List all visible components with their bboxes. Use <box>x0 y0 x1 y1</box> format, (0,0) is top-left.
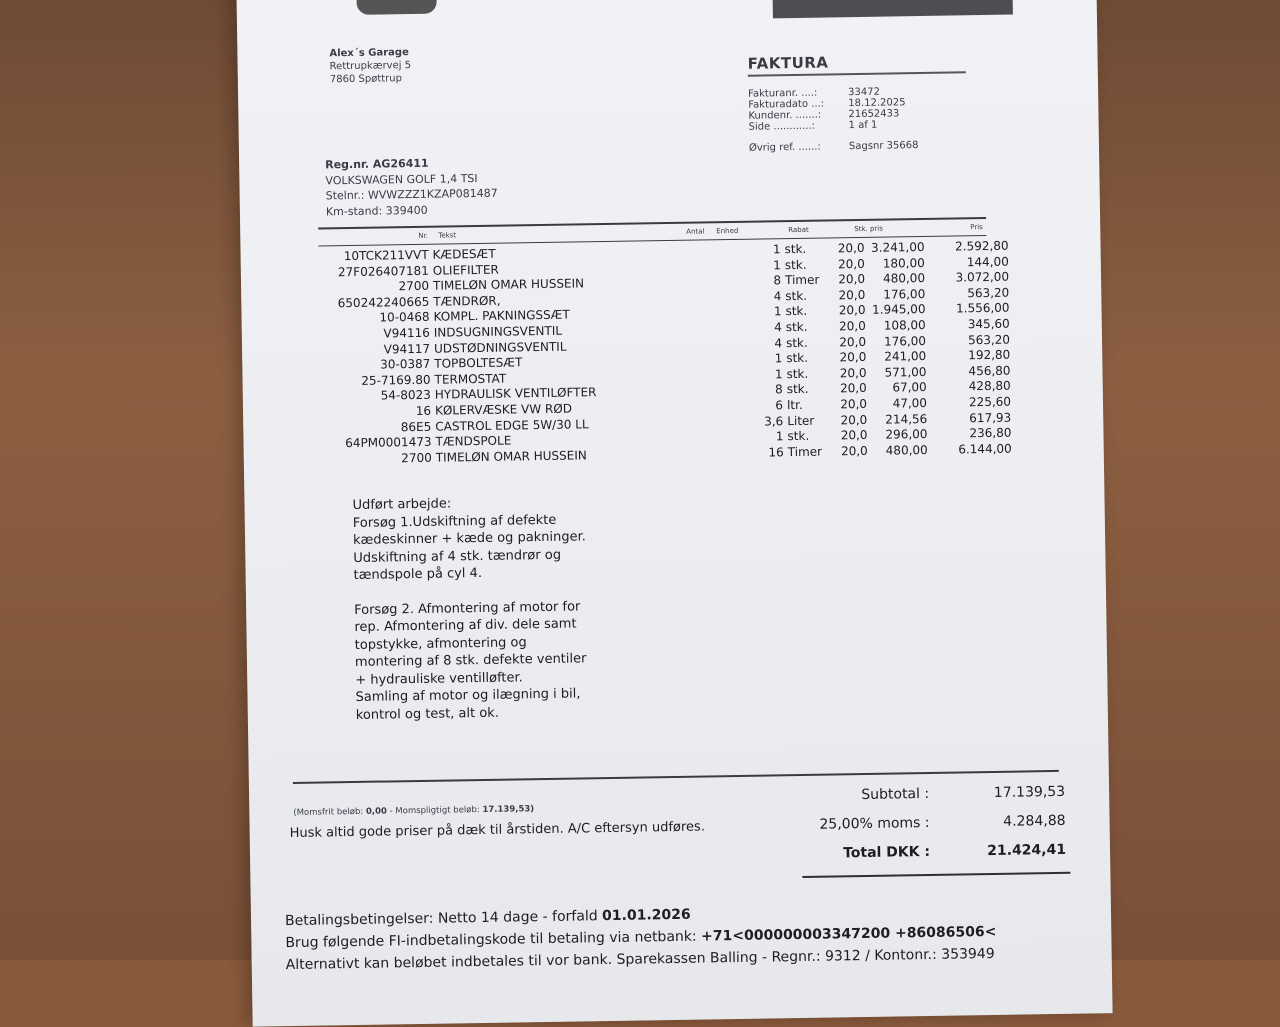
item-quantity: 1 <box>774 366 783 382</box>
subtotal-label: Subtotal : <box>861 785 930 804</box>
item-discount: 20,0 <box>838 303 866 318</box>
item-price: 192,80 <box>968 347 1011 363</box>
page-number: 1 af 1 <box>848 119 878 132</box>
item-price: 428,80 <box>968 378 1011 394</box>
item-text: INDSUGNINGSVENTIL <box>433 323 563 340</box>
item-text: TIMELØN OMAR HUSSEIN <box>435 448 587 465</box>
item-number: 30-0387 <box>380 356 431 372</box>
item-discount: 20,0 <box>839 350 867 365</box>
item-discount: 20,0 <box>837 240 865 256</box>
item-number: 650242240665 <box>337 294 430 310</box>
item-quantity: 8 <box>773 273 782 288</box>
total-row <box>790 842 1070 875</box>
header-bar <box>772 0 1012 18</box>
totals-block <box>789 784 1070 875</box>
item-discount: 20,0 <box>837 256 865 271</box>
meta-row: Fakturanr. ....: 33472 <box>748 86 881 100</box>
item-number: 25-7169.80 <box>361 372 431 388</box>
item-number: 16 <box>415 403 432 418</box>
item-quantity: 6 <box>775 398 784 413</box>
item-unit-price: 571,00 <box>884 364 927 380</box>
item-number: 54-8023 <box>380 388 431 403</box>
work-part-1: Udført arbejde: Forsøg 1.Udskiftning af defekte kædeskinner + kæde og pakninger. Udskiftning af 4 stk. tændrør og tændspole på cyl 4. <box>352 496 586 583</box>
item-unit: stk. <box>787 428 810 444</box>
item-unit-price: 480,00 <box>885 442 928 458</box>
item-discount: 20,0 <box>838 272 866 287</box>
item-price: 563,20 <box>967 332 1011 347</box>
item-price: 1.556,00 <box>955 301 1010 316</box>
terms-line-3: Alternativt kan beløbet indbetales til vor bank. Sparekassen Balling - Regnr.: 9312 / Kontonr.: 353949 <box>285 945 995 974</box>
item-price: 345,60 <box>967 316 1010 332</box>
total-value: 21.424,41 <box>987 841 1067 860</box>
vat-label: 25,00% moms : <box>819 814 930 833</box>
registration-number: Reg.nr. AG26411 <box>325 156 429 172</box>
item-quantity: 1 <box>772 242 781 257</box>
invoice-title: FAKTURA <box>747 53 829 73</box>
item-quantity: 1 <box>773 257 781 272</box>
item-unit-price: 480,00 <box>882 271 926 286</box>
item-text: TOPBOLTESÆT <box>434 355 523 371</box>
meta-row: Kundenr. .......: 21652433 <box>748 108 900 122</box>
subtotal-row <box>789 784 1069 817</box>
terms-line-2: Brug følgende FI-indbetalingskode til betaling via netbank: +71<000000003347200 +86086506< <box>285 923 997 952</box>
item-unit: Liter <box>787 413 815 428</box>
customer-number: 21652433 <box>848 108 900 121</box>
item-unit: stk. <box>786 350 809 366</box>
item-quantity: 4 <box>774 335 783 350</box>
item-number: 2700 <box>398 278 430 294</box>
item-unit-price: 176,00 <box>883 286 926 302</box>
item-unit: stk. <box>784 241 807 257</box>
item-number: 64PM0001473 <box>345 434 432 451</box>
item-text: TERMOSTAT <box>434 371 507 387</box>
company-city: 7860 Spøttrup <box>329 73 403 86</box>
total-label: Total DKK : <box>843 843 931 862</box>
company-name: Alex´s Garage <box>329 47 409 60</box>
header-rabat: Rabat <box>788 225 809 235</box>
payment-code: +71<000000003347200 +86086506< <box>700 923 997 945</box>
item-unit-price: 176,00 <box>883 333 927 349</box>
item-price: 225,60 <box>968 394 1012 410</box>
item-number: 10TCK211VVT <box>343 247 429 264</box>
vat-value: 4.284,88 <box>1003 812 1066 830</box>
item-unit-price: 47,00 <box>892 395 928 411</box>
item-number: 27F026407181 <box>337 263 429 279</box>
item-quantity: 3,6 <box>764 413 784 429</box>
item-discount: 20,0 <box>840 396 868 412</box>
item-quantity: 4 <box>773 289 782 304</box>
item-unit-price: 67,00 <box>892 380 927 395</box>
item-text: KÆDESÆT <box>432 246 496 262</box>
vehicle-model: VOLKSWAGEN GOLF 1,4 TSI <box>325 171 478 187</box>
item-quantity: 1 <box>774 351 783 366</box>
invoice-date: 18.12.2025 <box>848 97 906 110</box>
item-unit-price: 3.241,00 <box>870 239 925 255</box>
item-price: 2.592,80 <box>954 238 1009 254</box>
case-reference: Sagsnr 35668 <box>848 140 919 153</box>
work-description <box>352 493 588 724</box>
item-discount: 20,0 <box>838 318 866 334</box>
company-address <box>329 46 411 86</box>
item-number: 2700 <box>401 450 432 465</box>
item-text: OLIEFILTER <box>432 262 499 278</box>
item-text: CASTROL EDGE 5W/30 LL <box>435 416 589 434</box>
summary-rule <box>293 770 1059 784</box>
item-price: 617,93 <box>969 410 1012 425</box>
item-quantity: 16 <box>768 444 784 460</box>
payment-terms <box>285 899 997 976</box>
item-quantity: 8 <box>775 382 783 397</box>
item-quantity: 1 <box>775 429 784 444</box>
header-nr: Nr. <box>418 231 429 240</box>
item-number: 10-0468 <box>379 310 430 325</box>
company-street: Rettrupkærvej 5 <box>329 60 412 73</box>
item-discount: 20,0 <box>840 412 868 427</box>
item-discount: 20,0 <box>840 428 868 443</box>
item-text: TÆNDRØR, <box>433 293 501 309</box>
item-discount: 20,0 <box>838 287 866 303</box>
header-tekst: Tekst <box>438 231 457 240</box>
item-unit: Timer <box>784 272 820 288</box>
mileage: Km-stand: 339400 <box>325 203 428 218</box>
invoice-meta <box>748 86 918 154</box>
chassis-number: Stelnr.: WVWZZZ1KZAP081487 <box>325 186 498 203</box>
item-text: UDSTØDNINGSVENTIL <box>433 339 567 356</box>
item-text: HYDRAULISK VENTILØFTER <box>434 385 597 403</box>
meta-row: Fakturadato ...: 18.12.2025 <box>748 97 906 111</box>
item-quantity: 4 <box>774 320 782 335</box>
invoice-page <box>236 0 1113 1027</box>
item-unit: stk. <box>785 335 808 350</box>
item-text: TIMELØN OMAR HUSSEIN <box>432 276 585 293</box>
item-discount: 20,0 <box>839 381 867 396</box>
meta-row-ref: Øvrig ref. ......: Sagsnr 35668 <box>748 140 919 154</box>
header-enhed: Enhed <box>716 226 739 236</box>
item-price: 563,20 <box>967 285 1010 301</box>
item-unit: stk. <box>785 304 808 319</box>
item-unit: stk. <box>784 257 807 272</box>
item-quantity: 1 <box>773 304 782 319</box>
item-discount: 20,0 <box>840 443 868 459</box>
subtotal-value: 17.139,53 <box>993 783 1066 801</box>
vat-row <box>789 813 1069 846</box>
item-text: TÆNDSPOLE <box>435 433 512 449</box>
item-unit: stk. <box>786 366 809 381</box>
item-unit-price: 296,00 <box>885 427 928 442</box>
item-unit: ltr. <box>786 397 803 413</box>
vehicle-info <box>325 155 498 220</box>
item-unit: Timer <box>787 444 823 459</box>
item-price: 144,00 <box>966 254 1009 269</box>
header-pris: Pris <box>970 223 983 232</box>
terms-line-1: Betalingsbetingelser: Netto 14 dage - forfald 01.01.2026 <box>284 906 691 930</box>
reminder-text: Husk altid gode priser på dæk til årstiden. A/C eftersyn udføres. <box>289 819 706 842</box>
item-price: 6.144,00 <box>958 441 1012 457</box>
item-discount: 20,0 <box>839 334 867 349</box>
item-text: KØLERVÆSKE VW RØD <box>434 401 573 418</box>
item-price: 236,80 <box>969 425 1012 441</box>
item-unit: stk. <box>785 288 808 303</box>
item-unit-price: 241,00 <box>884 349 927 364</box>
vat-note: (Momsfrit beløb: 0,00 - Momspligtigt beløb: 17.139,53) <box>293 804 535 818</box>
item-number: 86E5 <box>400 419 432 434</box>
item-price: 456,80 <box>968 363 1011 379</box>
item-discount: 20,0 <box>839 365 867 381</box>
line-items <box>319 239 1012 468</box>
item-unit: stk. <box>785 319 808 335</box>
item-number: V94117 <box>383 341 431 357</box>
due-date: 01.01.2026 <box>601 906 691 925</box>
invoice-number: 33472 <box>848 86 881 99</box>
meta-row: Side ............: 1 af 1 <box>748 119 878 133</box>
item-text: KOMPL. PAKNINGSSÆT <box>433 307 570 325</box>
item-number: V94116 <box>383 325 430 341</box>
header-stkpris: Stk. pris <box>854 224 883 234</box>
item-unit: stk. <box>786 382 809 397</box>
company-logo <box>356 0 436 15</box>
header-antal: Antal <box>686 227 705 236</box>
item-unit-price: 180,00 <box>882 255 925 271</box>
work-part-2: Forsøg 2. Afmontering af motor for rep. Afmontering af div. dele samt topstykke, afmontering og montering af 8 stk. defekte ventiler + hydrauliske ventilløfter. Samling af motor og ilægning i bil, kontrol og test, alt ok. <box>354 598 587 723</box>
item-price: 3.072,00 <box>955 269 1010 285</box>
item-unit-price: 214,56 <box>885 411 928 427</box>
item-unit-price: 108,00 <box>883 317 926 333</box>
item-unit-price: 1.945,00 <box>871 302 926 318</box>
